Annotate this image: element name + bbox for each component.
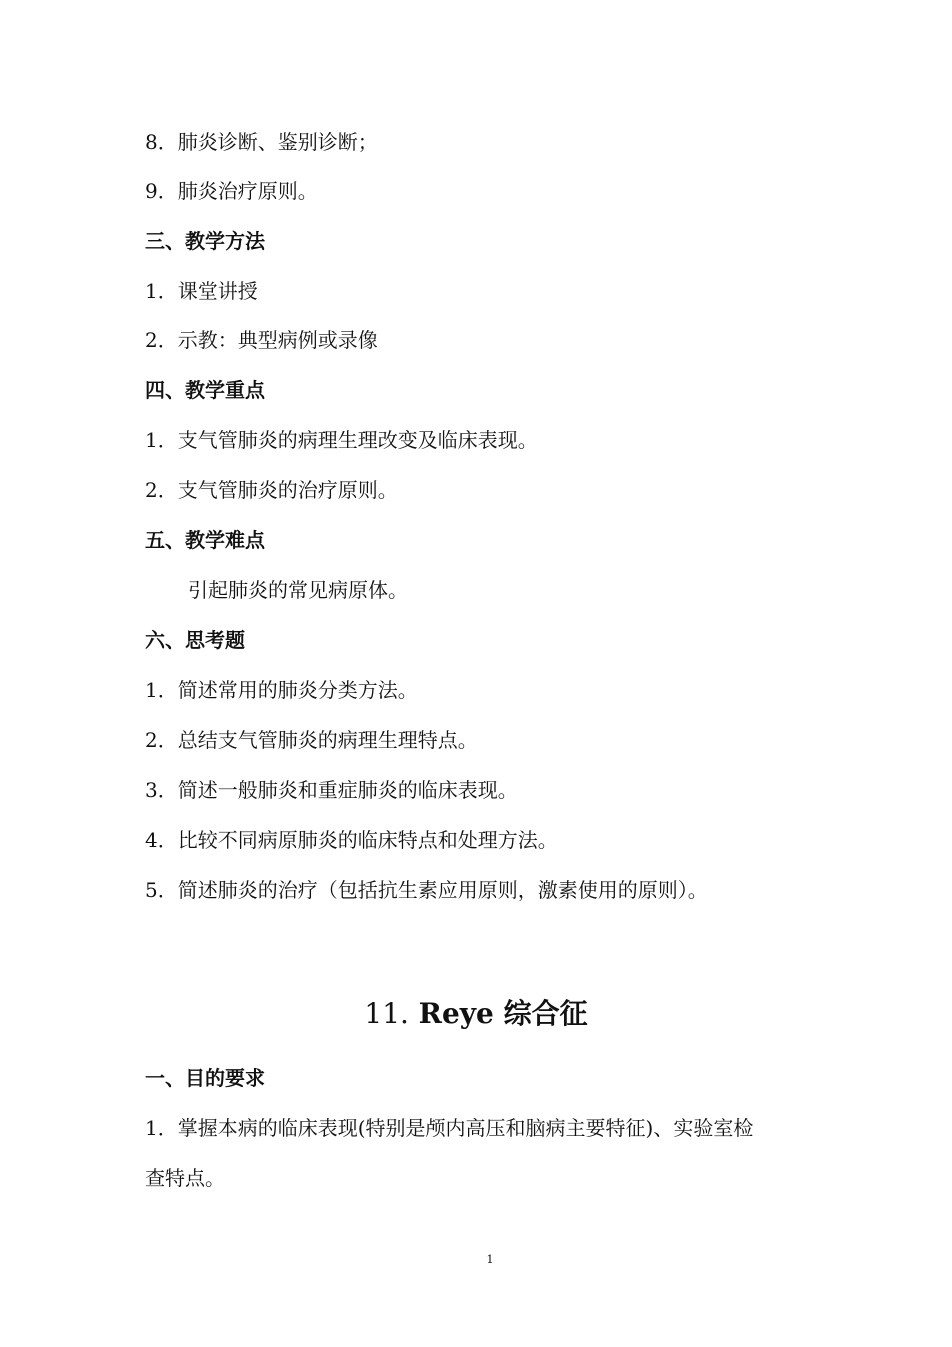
list-item: 1．课堂讲授 [145,279,258,303]
list-item: 4．比较不同病原肺炎的临床特点和处理方法。 [145,828,558,852]
list-item: 1．简述常用的肺炎分类方法。 [145,678,418,702]
page-number: 1 [486,1253,494,1266]
chapter-title-text: Reye 综合征 [418,997,588,1030]
list-item: 1．掌握本病的临床表现(特别是颅内高压和脑病主要特征)、实验室检 [145,1116,754,1140]
section-heading-objectives: 一、目的要求 [145,1066,265,1090]
list-item: 5．简述肺炎的治疗（包括抗生素应用原则，激素使用的原则）。 [145,878,708,902]
list-item: 2．示教：典型病例或录像 [145,328,378,352]
section-heading-questions: 六、思考题 [145,628,245,652]
list-item: 8．肺炎诊断、鉴别诊断； [145,130,378,154]
list-item: 2．支气管肺炎的治疗原则。 [145,478,398,502]
list-item: 3．简述一般肺炎和重症肺炎的临床表现。 [145,778,518,802]
section-heading-key-points: 四、教学重点 [145,378,265,402]
section-heading-difficulties: 五、教学难点 [145,528,265,552]
chapter-number: 11. [364,997,409,1030]
chapter-title [0,996,952,1032]
list-item: 1．支气管肺炎的病理生理改变及临床表现。 [145,428,538,452]
list-item: 2．总结支气管肺炎的病理生理特点。 [145,728,478,752]
section-heading-teaching-methods: 三、教学方法 [145,229,265,253]
list-item: 9．肺炎治疗原则。 [145,179,318,203]
paragraph: 引起肺炎的常见病原体。 [188,578,408,602]
list-item-continuation: 查特点。 [145,1166,225,1190]
